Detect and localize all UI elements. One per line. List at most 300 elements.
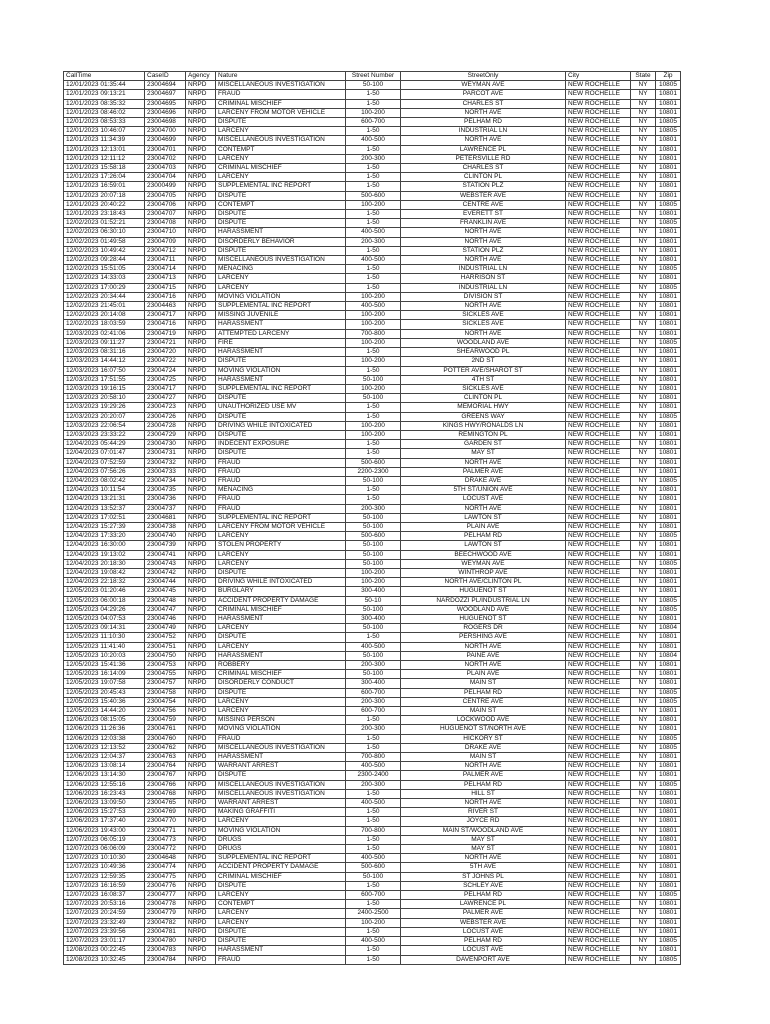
table-row xyxy=(64,449,681,458)
cell-nature: SUPPLEMENTAL INC REPORT xyxy=(216,182,346,191)
cell-state: NY xyxy=(631,661,656,670)
cell-zip: 10801 xyxy=(656,384,681,393)
table-row xyxy=(64,918,681,927)
cell-state: NY xyxy=(631,900,656,909)
cell-streetonly: SHEARWOOD PL xyxy=(401,348,566,357)
cell-calltime: 12/06/2023 16:23:43 xyxy=(64,789,145,798)
cell-street-number: 100-200 xyxy=(346,918,401,927)
cell-state: NY xyxy=(631,587,656,596)
table-row xyxy=(64,421,681,430)
cell-city: NEW ROCHELLE xyxy=(566,541,631,550)
cell-streetonly: SICKLES AVE xyxy=(401,384,566,393)
cell-state: NY xyxy=(631,596,656,605)
cell-streetonly: WINTHROP AVE xyxy=(401,568,566,577)
table-row xyxy=(64,532,681,541)
cell-street-number: 1-50 xyxy=(346,900,401,909)
cell-streetonly: PARCOT AVE xyxy=(401,90,566,99)
cell-state: NY xyxy=(631,578,656,587)
cell-calltime: 12/07/2023 23:39:56 xyxy=(64,927,145,936)
cell-street-number: 1-50 xyxy=(346,274,401,283)
cell-zip: 10801 xyxy=(656,191,681,200)
cell-state: NY xyxy=(631,504,656,513)
cell-agency: NRPD xyxy=(186,633,216,642)
cell-state: NY xyxy=(631,412,656,421)
cell-state: NY xyxy=(631,716,656,725)
cell-street-number: 100-200 xyxy=(346,357,401,366)
cell-agency: NRPD xyxy=(186,863,216,872)
cell-caseid: 23004707 xyxy=(145,210,186,219)
cell-street-number: 100-200 xyxy=(346,568,401,577)
cell-nature: BURGLARY xyxy=(216,587,346,596)
cell-nature: MOVING VIOLATION xyxy=(216,292,346,301)
cell-state: NY xyxy=(631,182,656,191)
cell-streetonly: HARRISON ST xyxy=(401,274,566,283)
cell-zip: 10801 xyxy=(656,881,681,890)
table-row xyxy=(64,476,681,485)
cell-street-number: 50-100 xyxy=(346,605,401,614)
table-row xyxy=(64,799,681,808)
cell-streetonly: PELHAM RD xyxy=(401,937,566,946)
cell-caseid: 23004731 xyxy=(145,449,186,458)
cell-city: NEW ROCHELLE xyxy=(566,145,631,154)
cell-zip: 10801 xyxy=(656,513,681,522)
cell-calltime: 12/04/2023 20:18:30 xyxy=(64,559,145,568)
cell-agency: NRPD xyxy=(186,780,216,789)
cell-city: NEW ROCHELLE xyxy=(566,808,631,817)
cell-caseid: 23004763 xyxy=(145,753,186,762)
cell-zip: 10801 xyxy=(656,495,681,504)
cell-caseid: 23004746 xyxy=(145,614,186,623)
table-row xyxy=(64,210,681,219)
cell-calltime: 12/06/2023 12:55:16 xyxy=(64,780,145,789)
cell-caseid: 23004766 xyxy=(145,780,186,789)
cell-state: NY xyxy=(631,274,656,283)
cell-calltime: 12/03/2023 09:11:27 xyxy=(64,338,145,347)
cell-nature: MENACING xyxy=(216,265,346,274)
cell-street-number: 300-400 xyxy=(346,614,401,623)
cell-nature: SUPPLEMENTAL INC REPORT xyxy=(216,513,346,522)
cell-streetonly: CLINTON PL xyxy=(401,173,566,182)
cell-streetonly: WOODLAND AVE xyxy=(401,605,566,614)
cell-streetonly: NORTH AVE xyxy=(401,256,566,265)
cell-agency: NRPD xyxy=(186,90,216,99)
cell-nature: MISSING PERSON xyxy=(216,716,346,725)
table-row xyxy=(64,550,681,559)
cell-zip: 10801 xyxy=(656,725,681,734)
cell-calltime: 12/06/2023 12:03:38 xyxy=(64,734,145,743)
cell-agency: NRPD xyxy=(186,808,216,817)
cell-calltime: 12/02/2023 01:52:21 xyxy=(64,219,145,228)
cell-city: NEW ROCHELLE xyxy=(566,900,631,909)
cell-caseid: 23004708 xyxy=(145,219,186,228)
cell-calltime: 12/06/2023 08:15:05 xyxy=(64,716,145,725)
cell-street-number: 1-50 xyxy=(346,366,401,375)
cell-streetonly: PAINE AVE xyxy=(401,651,566,660)
cell-state: NY xyxy=(631,164,656,173)
cell-streetonly: NORTH AVE xyxy=(401,228,566,237)
cell-streetonly: LOCKWOOD AVE xyxy=(401,716,566,725)
cell-nature: FRAUD xyxy=(216,90,346,99)
cell-street-number: 1-50 xyxy=(346,283,401,292)
cell-calltime: 12/02/2023 06:30:10 xyxy=(64,228,145,237)
cell-state: NY xyxy=(631,605,656,614)
cell-caseid: 23004781 xyxy=(145,927,186,936)
cell-streetonly: NORTH AVE xyxy=(401,642,566,651)
cell-streetonly: HICKORY ST xyxy=(401,734,566,743)
cell-calltime: 12/05/2023 01:20:46 xyxy=(64,587,145,596)
cell-calltime: 12/06/2023 17:37:40 xyxy=(64,817,145,826)
cell-calltime: 12/06/2023 12:04:37 xyxy=(64,753,145,762)
cell-caseid: 23004732 xyxy=(145,458,186,467)
cell-nature: MISSING JUVENILE xyxy=(216,311,346,320)
cell-state: NY xyxy=(631,81,656,90)
cell-calltime: 12/08/2023 00:22:45 xyxy=(64,946,145,955)
cell-city: NEW ROCHELLE xyxy=(566,421,631,430)
cell-zip: 10801 xyxy=(656,817,681,826)
cell-agency: NRPD xyxy=(186,403,216,412)
cell-state: NY xyxy=(631,541,656,550)
cell-streetonly: STATION PLZ xyxy=(401,246,566,255)
cell-streetonly: INDUSTRIAL LN xyxy=(401,283,566,292)
cell-zip: 10801 xyxy=(656,550,681,559)
cell-streetonly: LAWTON ST xyxy=(401,541,566,550)
cell-street-number: 600-700 xyxy=(346,118,401,127)
cell-nature: MISCELLANEOUS INVESTIGATION xyxy=(216,743,346,752)
cell-state: NY xyxy=(631,458,656,467)
cell-zip: 10801 xyxy=(656,136,681,145)
cell-city: NEW ROCHELLE xyxy=(566,835,631,844)
cell-nature: DISORDERLY BEHAVIOR xyxy=(216,237,346,246)
table-row xyxy=(64,789,681,798)
cell-agency: NRPD xyxy=(186,384,216,393)
cell-city: NEW ROCHELLE xyxy=(566,697,631,706)
cell-caseid: 23004750 xyxy=(145,651,186,660)
cell-agency: NRPD xyxy=(186,937,216,946)
cell-zip: 10801 xyxy=(656,707,681,716)
cell-state: NY xyxy=(631,789,656,798)
cell-state: NY xyxy=(631,256,656,265)
cell-nature: MISCELLANEOUS INVESTIGATION xyxy=(216,780,346,789)
cell-streetonly: NORTH AVE xyxy=(401,329,566,338)
cell-streetonly: JOYCE RD xyxy=(401,817,566,826)
cell-agency: NRPD xyxy=(186,587,216,596)
cell-street-number: 1-50 xyxy=(346,633,401,642)
cell-agency: NRPD xyxy=(186,872,216,881)
cell-streetonly: PERSHING AVE xyxy=(401,633,566,642)
cell-agency: NRPD xyxy=(186,265,216,274)
cell-streetonly: PELHAM RD xyxy=(401,688,566,697)
cell-streetonly: NORTH AVE xyxy=(401,762,566,771)
cell-state: NY xyxy=(631,937,656,946)
cell-streetonly: GARDEN ST xyxy=(401,440,566,449)
cell-zip: 10801 xyxy=(656,164,681,173)
header-zip: Zip xyxy=(656,72,681,81)
cell-city: NEW ROCHELLE xyxy=(566,651,631,660)
cell-agency: NRPD xyxy=(186,118,216,127)
cell-state: NY xyxy=(631,927,656,936)
cell-zip: 10805 xyxy=(656,688,681,697)
cell-city: NEW ROCHELLE xyxy=(566,384,631,393)
cell-calltime: 12/02/2023 09:28:44 xyxy=(64,256,145,265)
cell-street-number: 700-800 xyxy=(346,826,401,835)
cell-streetonly: FRANKLIN AVE xyxy=(401,219,566,228)
cell-nature: CRIMINAL MISCHIEF xyxy=(216,670,346,679)
cell-state: NY xyxy=(631,854,656,863)
cell-state: NY xyxy=(631,108,656,117)
cell-calltime: 12/02/2023 21:45:01 xyxy=(64,302,145,311)
cell-city: NEW ROCHELLE xyxy=(566,605,631,614)
cell-calltime: 12/02/2023 10:49:42 xyxy=(64,246,145,255)
cell-calltime: 12/05/2023 19:07:58 xyxy=(64,679,145,688)
table-row xyxy=(64,596,681,605)
cell-street-number: 200-300 xyxy=(346,237,401,246)
cell-nature: LARCENY xyxy=(216,532,346,541)
table-row xyxy=(64,256,681,265)
cell-street-number: 500-600 xyxy=(346,532,401,541)
cell-streetonly: LAWRENCE PL xyxy=(401,145,566,154)
cell-state: NY xyxy=(631,633,656,642)
cell-agency: NRPD xyxy=(186,799,216,808)
cell-nature: ATTEMPTED LARCENY xyxy=(216,329,346,338)
cell-caseid: 23004716 xyxy=(145,320,186,329)
table-row xyxy=(64,688,681,697)
cell-state: NY xyxy=(631,99,656,108)
cell-state: NY xyxy=(631,826,656,835)
cell-calltime: 12/01/2023 16:59:01 xyxy=(64,182,145,191)
table-row xyxy=(64,707,681,716)
cell-city: NEW ROCHELLE xyxy=(566,826,631,835)
cell-calltime: 12/05/2023 15:40:36 xyxy=(64,697,145,706)
cell-caseid: 23004780 xyxy=(145,937,186,946)
cell-agency: NRPD xyxy=(186,412,216,421)
cell-caseid: 23004712 xyxy=(145,246,186,255)
cell-agency: NRPD xyxy=(186,320,216,329)
cell-agency: NRPD xyxy=(186,136,216,145)
cell-street-number: 400-500 xyxy=(346,937,401,946)
cell-zip: 10801 xyxy=(656,90,681,99)
cell-nature: LARCENY xyxy=(216,642,346,651)
cell-streetonly: NORTH AVE xyxy=(401,108,566,117)
cell-city: NEW ROCHELLE xyxy=(566,854,631,863)
table-row xyxy=(64,108,681,117)
cell-zip: 10801 xyxy=(656,246,681,255)
cell-nature: DISPUTE xyxy=(216,937,346,946)
cell-agency: NRPD xyxy=(186,789,216,798)
cell-street-number: 1-50 xyxy=(346,845,401,854)
cell-street-number: 2300-2400 xyxy=(346,771,401,780)
cell-city: NEW ROCHELLE xyxy=(566,256,631,265)
cell-nature: DISPUTE xyxy=(216,412,346,421)
cell-calltime: 12/01/2023 08:53:33 xyxy=(64,118,145,127)
cell-agency: NRPD xyxy=(186,651,216,660)
header-nature: Nature xyxy=(216,72,346,81)
table-row xyxy=(64,173,681,182)
cell-state: NY xyxy=(631,550,656,559)
cell-city: NEW ROCHELLE xyxy=(566,108,631,117)
cell-zip: 10801 xyxy=(656,449,681,458)
cell-streetonly: MAIN ST xyxy=(401,753,566,762)
cell-state: NY xyxy=(631,532,656,541)
cell-city: NEW ROCHELLE xyxy=(566,679,631,688)
cell-agency: NRPD xyxy=(186,348,216,357)
header-row xyxy=(64,72,681,81)
cell-agency: NRPD xyxy=(186,753,216,762)
cell-nature: DISPUTE xyxy=(216,118,346,127)
cell-calltime: 12/05/2023 11:10:30 xyxy=(64,633,145,642)
cell-calltime: 12/03/2023 22:06:54 xyxy=(64,421,145,430)
cell-zip: 10805 xyxy=(656,596,681,605)
cell-agency: NRPD xyxy=(186,449,216,458)
cell-streetonly: STATION PLZ xyxy=(401,182,566,191)
cell-zip: 10805 xyxy=(656,338,681,347)
table-row xyxy=(64,384,681,393)
cell-caseid: 23004777 xyxy=(145,891,186,900)
cell-street-number: 100-200 xyxy=(346,200,401,209)
cell-street-number: 600-700 xyxy=(346,688,401,697)
cell-city: NEW ROCHELLE xyxy=(566,302,631,311)
cell-calltime: 12/07/2023 16:16:59 xyxy=(64,881,145,890)
cell-nature: LARCENY xyxy=(216,707,346,716)
cell-city: NEW ROCHELLE xyxy=(566,734,631,743)
cell-streetonly: MAY ST xyxy=(401,835,566,844)
cell-zip: 10801 xyxy=(656,237,681,246)
cell-state: NY xyxy=(631,320,656,329)
cell-calltime: 12/04/2023 15:27:39 xyxy=(64,522,145,531)
cell-caseid: 23004730 xyxy=(145,440,186,449)
cell-streetonly: PLAIN AVE xyxy=(401,670,566,679)
header-caseid: CaseID xyxy=(145,72,186,81)
cell-street-number: 50-100 xyxy=(346,513,401,522)
cell-state: NY xyxy=(631,743,656,752)
cell-state: NY xyxy=(631,228,656,237)
cell-agency: NRPD xyxy=(186,614,216,623)
table-row xyxy=(64,486,681,495)
cell-agency: NRPD xyxy=(186,357,216,366)
table-row xyxy=(64,642,681,651)
table-row xyxy=(64,927,681,936)
cell-city: NEW ROCHELLE xyxy=(566,688,631,697)
cell-zip: 10805 xyxy=(656,559,681,568)
cell-calltime: 12/02/2023 17:00:29 xyxy=(64,283,145,292)
cell-street-number: 1-50 xyxy=(346,182,401,191)
cell-state: NY xyxy=(631,734,656,743)
cell-nature: CRIMINAL MISCHIEF xyxy=(216,164,346,173)
cell-calltime: 12/01/2023 08:35:32 xyxy=(64,99,145,108)
cell-streetonly: HUGUENOT ST xyxy=(401,614,566,623)
cell-nature: MISCELLANEOUS INVESTIGATION xyxy=(216,789,346,798)
cell-city: NEW ROCHELLE xyxy=(566,403,631,412)
header-city: City xyxy=(566,72,631,81)
cell-zip: 10801 xyxy=(656,872,681,881)
cell-nature: MISCELLANEOUS INVESTIGATION xyxy=(216,81,346,90)
cell-agency: NRPD xyxy=(186,550,216,559)
cell-agency: NRPD xyxy=(186,237,216,246)
cell-nature: LARCENY xyxy=(216,817,346,826)
cell-calltime: 12/03/2023 08:31:16 xyxy=(64,348,145,357)
cell-calltime: 12/05/2023 15:41:36 xyxy=(64,661,145,670)
cell-nature: MAKING GRAFFITI xyxy=(216,808,346,817)
cell-caseid: 23004743 xyxy=(145,559,186,568)
cell-city: NEW ROCHELLE xyxy=(566,467,631,476)
table-row xyxy=(64,311,681,320)
table-row xyxy=(64,725,681,734)
cell-caseid: 23004739 xyxy=(145,541,186,550)
cell-nature: STOLEN PROPERTY xyxy=(216,541,346,550)
cell-agency: NRPD xyxy=(186,274,216,283)
cell-streetonly: 4TH ST xyxy=(401,375,566,384)
cell-state: NY xyxy=(631,210,656,219)
cell-zip: 10805 xyxy=(656,219,681,228)
cell-zip: 10801 xyxy=(656,716,681,725)
cell-city: NEW ROCHELLE xyxy=(566,845,631,854)
cell-state: NY xyxy=(631,513,656,522)
cell-calltime: 12/04/2023 07:56:26 xyxy=(64,467,145,476)
cell-nature: DISPUTE xyxy=(216,357,346,366)
cell-caseid: 23004737 xyxy=(145,504,186,513)
table-row xyxy=(64,780,681,789)
table-row xyxy=(64,200,681,209)
cell-streetonly: EVERETT ST xyxy=(401,210,566,219)
cell-state: NY xyxy=(631,384,656,393)
cell-street-number: 1-50 xyxy=(346,955,401,964)
table-row xyxy=(64,274,681,283)
cell-street-number: 1-50 xyxy=(346,173,401,182)
cell-zip: 10801 xyxy=(656,541,681,550)
table-row xyxy=(64,118,681,127)
cell-agency: NRPD xyxy=(186,891,216,900)
cell-agency: NRPD xyxy=(186,164,216,173)
cell-caseid: 23004759 xyxy=(145,716,186,725)
cell-city: NEW ROCHELLE xyxy=(566,891,631,900)
table-row xyxy=(64,219,681,228)
cell-city: NEW ROCHELLE xyxy=(566,532,631,541)
cell-calltime: 12/01/2023 10:46:07 xyxy=(64,127,145,136)
cell-city: NEW ROCHELLE xyxy=(566,522,631,531)
cell-street-number: 300-400 xyxy=(346,587,401,596)
cell-nature: LARCENY xyxy=(216,624,346,633)
table-row xyxy=(64,403,681,412)
cell-street-number: 50-100 xyxy=(346,81,401,90)
cell-state: NY xyxy=(631,909,656,918)
cell-caseid: 23004696 xyxy=(145,108,186,117)
cell-street-number: 1-50 xyxy=(346,219,401,228)
cell-zip: 10801 xyxy=(656,375,681,384)
cell-nature: LARCENY xyxy=(216,909,346,918)
cell-zip: 10801 xyxy=(656,918,681,927)
cell-calltime: 12/07/2023 06:06:09 xyxy=(64,845,145,854)
cell-state: NY xyxy=(631,449,656,458)
cell-streetonly: PLAIN AVE xyxy=(401,522,566,531)
cell-caseid: 23004698 xyxy=(145,118,186,127)
table-row xyxy=(64,127,681,136)
cell-agency: NRPD xyxy=(186,909,216,918)
cell-zip: 10805 xyxy=(656,283,681,292)
cell-zip: 10801 xyxy=(656,302,681,311)
cell-zip: 10801 xyxy=(656,633,681,642)
cell-state: NY xyxy=(631,173,656,182)
cell-city: NEW ROCHELLE xyxy=(566,486,631,495)
cell-caseid: 23004717 xyxy=(145,311,186,320)
cell-agency: NRPD xyxy=(186,338,216,347)
cell-street-number: 1-50 xyxy=(346,808,401,817)
cell-caseid: 23004772 xyxy=(145,845,186,854)
cell-zip: 10801 xyxy=(656,467,681,476)
cell-caseid: 23004705 xyxy=(145,191,186,200)
cell-streetonly: WEYMAN AVE xyxy=(401,559,566,568)
cell-zip: 10801 xyxy=(656,835,681,844)
cell-streetonly: INDUSTRIAL LN xyxy=(401,265,566,274)
cell-zip: 10805 xyxy=(656,476,681,485)
